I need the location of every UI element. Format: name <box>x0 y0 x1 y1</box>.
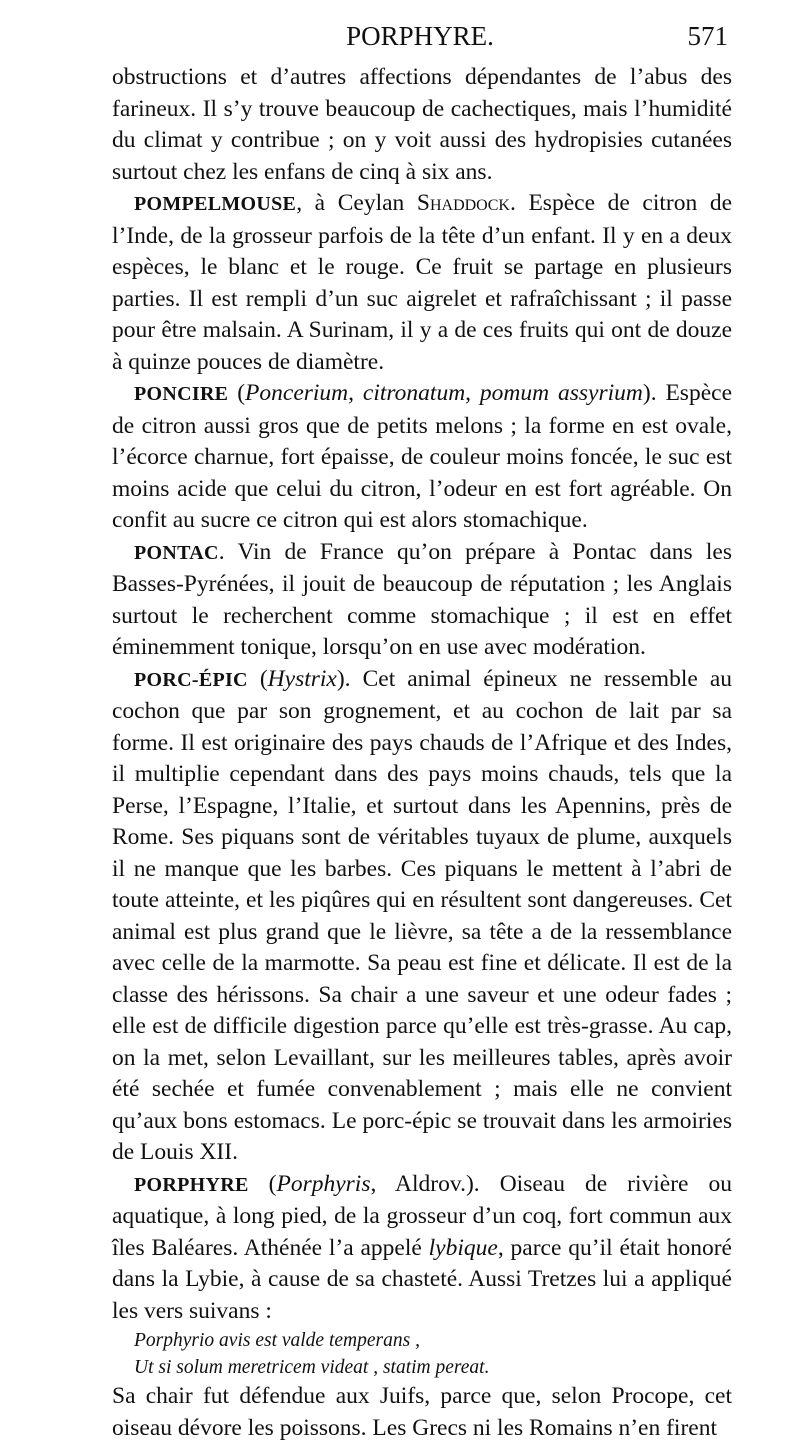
verse-line: Ut si solum meretricem videat , statim pereat. <box>134 1357 490 1378</box>
page-header <box>112 14 728 58</box>
verse-line: Porphyrio avis est valde temperans , <box>134 1330 420 1351</box>
author-name: Shaddock <box>416 190 510 216</box>
latin-name: Hystrix <box>267 665 337 692</box>
entry-porc-epic: PORC-ÉPIC (Hystrix). Cet animal épineux ne ressemble au cochon que par son grognement, et au cochon de lait par sa forme. Il est originaire des pays chauds de l’Afrique et des Indes, il multiplie cependant dans des pays moins chauds, tels que la Perse, l’Espagne, l’Italie, et surtout dans les Apennins, près de Rome. Ses piquans sont de véritables tuyaux de plume, auxquels il ne manque que les barbes. Ces piquans le mettent à l’abri de toute atteinte, et les piqûres qui en résultent sont dangereuses. Cet animal est plus grand que le lièvre, sa tête a de la ressemblance avec celle de la marmotte. Sa peau est fine et délicate. Il est de la classe des hérissons. Sa chair a une saveur et une odeur fades ; elle est de difficile digestion parce qu’elle est très-grasse. Au cap, on la met, selon Levaillant, sur les meilleures tables, après avoir été sechée et fumée convenablement ; mais elle ne convient qu’aux bons estomacs. Le porc-épic se trouvait dans les armoiries de Louis XII. <box>112 665 733 1165</box>
headword: PORC-ÉPIC <box>134 668 248 691</box>
headword: PONTAC <box>134 541 219 564</box>
headword: POMPELMOUSE <box>134 193 297 215</box>
latin-name: Poncerium, citronatum, pomum assyrium <box>245 380 643 406</box>
headword: PORPHYRE <box>134 1173 249 1196</box>
latin-name: Porphyris <box>276 1170 371 1197</box>
continuation-paragraph <box>112 62 732 188</box>
entry-pontac: PONTAC. Vin de France qu’on prépare à Pontac dans les Basses-Pyrénées, il jouit de beaucoup de réputation ; les Anglais surtout le recherchent comme stomachique ; il est en effet éminemment tonique, lorsqu’on en use avec modération. <box>112 538 732 660</box>
body-text <box>112 62 732 1444</box>
running-head: PORPHYRE. <box>346 21 494 51</box>
entry-porphyre: PORPHYRE (Porphyris, Aldrov.). Oiseau de rivière ou aquatique, à long pied, de la grosseur d’un coq, fort commun aux îles Baléares. Athénée l’a appelé lybique, parce qu’il était honoré dans la Lybie, à cause de sa chasteté. Aussi Tretzes lui a appliqué les vers suivans : <box>112 1170 732 1324</box>
entry-poncire: PONCIRE (Poncerium, citronatum, pomum assyrium). Espèce de citron aussi gros que de petits melons ; la forme en est ovale, l’écorce charnue, fort épaisse, de couleur moins foncée, le suc est moins acide que celui du citron, l’odeur en est fort agréable. On confit au sucre ce citron qui est alors stomachique. <box>112 380 732 533</box>
headword: PONCIRE <box>134 383 229 405</box>
entry-pompelmouse: POMPELMOUSE, à Ceylan Shaddock. Espèce de citron de l’Inde, de la grosseur parfois de la tête d’un enfant. Il y en a deux espèces, le blanc et le rouge. Ce fruit se partage en plusieurs parties. Il est rempli d’un suc aigrelet et rafraîchissant ; il passe pour être malsain. A Surinam, il y a de ces fruits qui ont de douze à quinze pouces de diamètre. <box>112 190 732 375</box>
paragraph-text: obstructions et d’autres affections dépendantes de l’abus des farineux. Il s’y trouve beaucoup de cachectiques, mais l’humidité du climat y contribue ; on y voit aussi des hydropisies cutanées surtout chez les enfans de cinq à six ans. <box>112 64 732 185</box>
closing-paragraph: Sa chair fut défendue aux Juifs, parce que, selon Procope, cet oiseau dévore les poissons. Les Grecs ni les Romains n’en firent <box>112 1383 732 1441</box>
page-number: 571 <box>687 21 728 51</box>
